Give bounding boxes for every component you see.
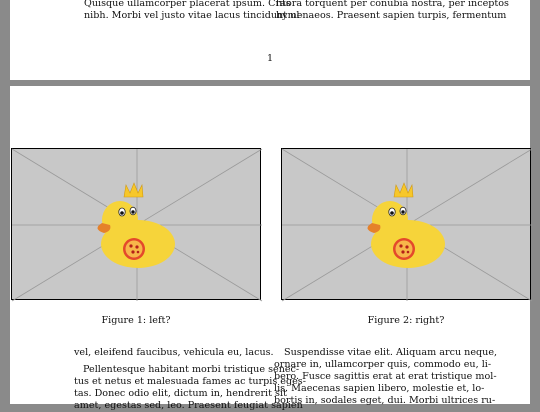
figure-1-caption: Figure 1: left? bbox=[101, 315, 171, 326]
placeholder-duck-image bbox=[282, 149, 532, 301]
page2-right-line-2: ornare in, ullamcorper quis, commodo eu, li- bbox=[274, 359, 492, 370]
figure-1-image bbox=[11, 148, 261, 300]
page2-left-line-4: tas. Donec odio elit, dictum in, hendrerit sit bbox=[74, 388, 287, 399]
page2-left-line-1: vel, eleifend faucibus, vehicula eu, lacus. bbox=[74, 347, 274, 358]
page2-left-line-2: Pellentesque habitant morbi tristique senec- bbox=[83, 364, 300, 375]
page2-left-line-3: tus et netus et malesuada fames ac turpis eges- bbox=[74, 376, 306, 387]
page1-right-line-2: hymenaeos. Praesent sapien turpis, fermentum bbox=[276, 10, 507, 21]
page2-right-line-3: bero. Fusce sagittis erat at erat tristique mol- bbox=[274, 371, 497, 382]
figure-2-image bbox=[281, 148, 531, 300]
document-page-1 bbox=[10, 0, 530, 80]
page2-left-line-5: amet, egestas sed, leo. Praesent feugiat sapien bbox=[74, 400, 303, 411]
duck-icon bbox=[97, 183, 175, 268]
page-number: 1 bbox=[267, 53, 274, 64]
page1-left-line-2: nibh. Morbi vel justo vitae lacus tincidunt ul- bbox=[84, 10, 303, 21]
page2-right-line-4: lis. Maecenas sapien libero, molestie et, lo- bbox=[274, 383, 485, 394]
document-page-2 bbox=[10, 86, 530, 411]
page2-right-line-5: bortis in, sodales eget, dui. Morbi ultrices ru- bbox=[274, 395, 496, 406]
figure-2-caption: Figure 2: right? bbox=[367, 315, 445, 326]
duck-icon bbox=[367, 183, 445, 268]
page1-left-line-1: Quisque ullamcorper placerat ipsum. Cras bbox=[84, 0, 291, 9]
page2-right-line-1: Suspendisse vitae elit. Aliquam arcu neque, bbox=[284, 347, 498, 358]
placeholder-duck-image bbox=[12, 149, 262, 301]
page1-right-line-1: litora torquent per conubia nostra, per inceptos bbox=[276, 0, 509, 9]
